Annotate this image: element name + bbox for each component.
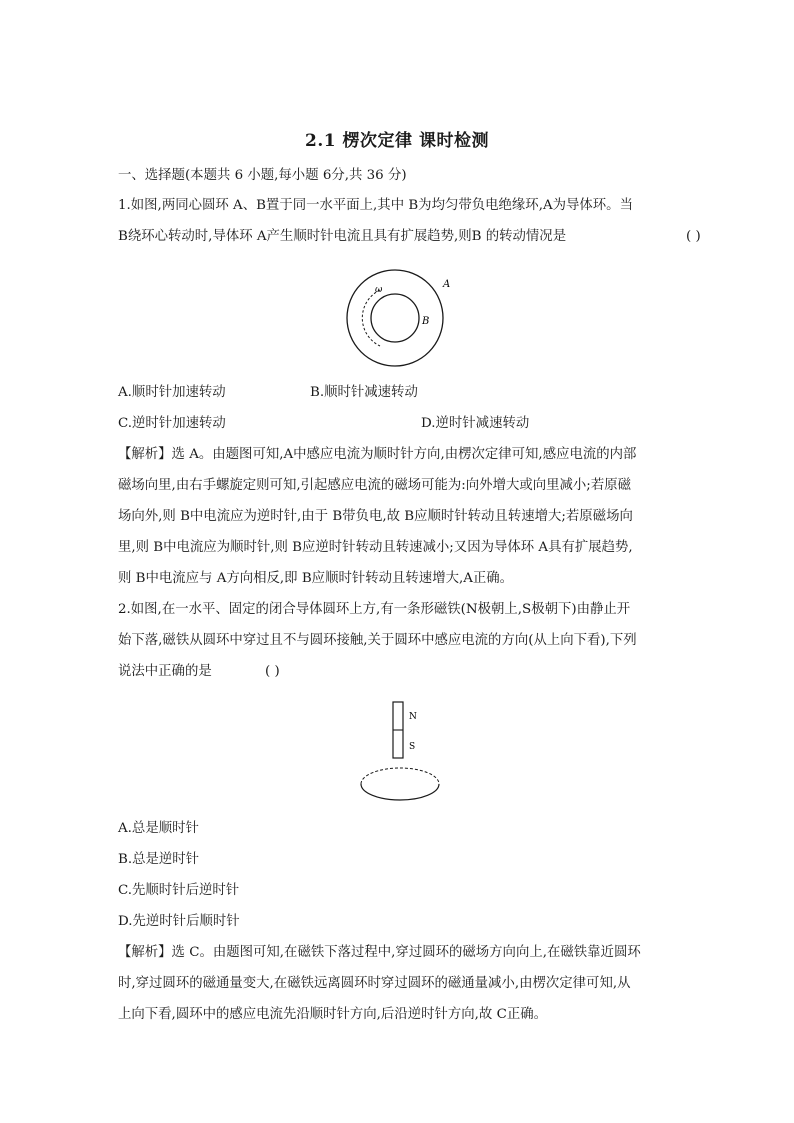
label-a: A: [443, 279, 451, 290]
q1-analysis-line-3: 场向外,则 B中电流应为逆时针,由于 B带负电,故 B应顺时针转动且转速增大;若原磁场向: [118, 509, 633, 524]
label-s: S: [409, 742, 416, 752]
label-omega: ω: [375, 285, 383, 295]
q2-stem-line-3: 说法中正确的是: [118, 664, 212, 679]
q1-analysis-line-2: 磁场向里,由右手螺旋定则可知,引起感应电流的磁场可能为:向外增大或向里减小;若原磁: [118, 478, 631, 493]
label-n: N: [409, 712, 417, 722]
ring-b: [371, 294, 419, 342]
q1-option-b: B.顺时针减速转动: [310, 385, 418, 400]
q1-analysis-line-4: 里,则 B中电流应为顺时针,则 B应逆时针转动且转速减小;又因为导体环 A具有扩展趋势,: [118, 540, 633, 555]
q1-analysis-line-1: 【解析】选 A。由题图可知,A中感应电流为顺时针方向,由楞次定律可知,感应电流的内部: [118, 447, 637, 462]
q1-option-c: C.逆时针加速转动: [118, 416, 226, 431]
q1-stem-line-2: B绕环心转动时,导体环 A产生顺时针电流且具有扩展趋势,则B 的转动情况是: [118, 229, 567, 244]
q2-option-c: C.先顺时针后逆时针: [118, 883, 240, 898]
q2-figure-magnet-and-ring: [358, 700, 448, 810]
q2-option-a: A.总是顺时针: [118, 821, 199, 836]
q1-stem-line-1: 1.如图,两同心圆环 A、B置于同一水平面上,其中 B为均匀带负电绝缘环,A为导体环。当: [118, 198, 633, 213]
q2-analysis-line-2: 时,穿过圆环的磁通量变大,在磁铁远离圆环时穿过圆环的磁通量减小,由楞次定律可知,从: [118, 976, 631, 991]
q2-stem-line-2: 始下落,磁铁从圆环中穿过且不与圆环接触,关于圆环中感应电流的方向(从上向下看),下列: [118, 633, 637, 648]
q2-option-b: B.总是逆时针: [118, 852, 200, 867]
q1-option-a: A.顺时针加速转动: [118, 385, 226, 400]
page-title: 2.1 楞次定律 课时检测: [305, 131, 489, 151]
label-b: B: [422, 316, 430, 327]
section-heading: 一、选择题(本题共 6 小题,每小题 6分,共 36 分): [118, 168, 407, 183]
q1-answer-bracket: ( ): [686, 229, 701, 244]
q1-figure-concentric-rings: [340, 268, 460, 382]
q1-analysis-line-5: 则 B中电流应与 A方向相反,即 B应顺时针转动且转速增大,A正确。: [118, 571, 514, 586]
q2-analysis-line-1: 【解析】选 C。由题图可知,在磁铁下落过程中,穿过圆环的磁场方向向上,在磁铁靠近圆环: [118, 945, 641, 960]
q2-answer-bracket: ( ): [265, 664, 280, 679]
q2-stem-line-1: 2.如图,在一水平、固定的闭合导体圆环上方,有一条形磁铁(N极朝上,S极朝下)由静止开: [118, 602, 631, 617]
ring-back-arc: [361, 768, 439, 784]
q1-option-d: D.逆时针减速转动: [421, 416, 530, 431]
q2-analysis-line-3: 上向下看,圆环中的感应电流先沿顺时针方向,后沿逆时针方向,故 C正确。: [118, 1007, 547, 1022]
q2-option-d: D.先逆时针后顺时针: [118, 914, 240, 929]
ring-front-arc: [361, 784, 439, 800]
